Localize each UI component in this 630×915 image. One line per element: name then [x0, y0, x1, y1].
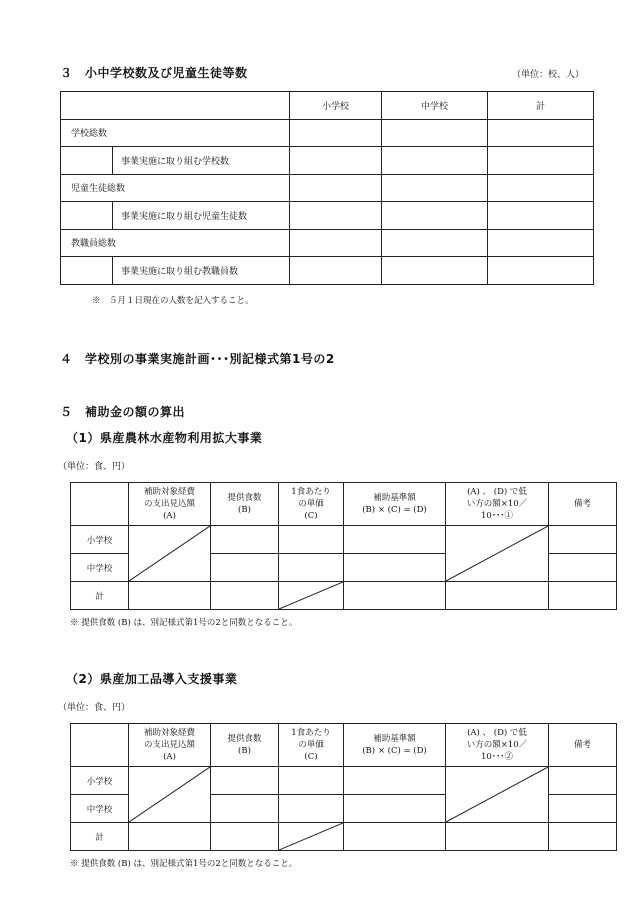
school-count-table	[60, 91, 594, 285]
table-row	[61, 257, 594, 285]
sub2-note: ※ 提供食数 (B) は、別記様式第1号の2と同数となること。	[70, 859, 298, 869]
input-cell[interactable]	[549, 582, 617, 610]
section3-unit: （単位：校、人）	[512, 70, 585, 80]
input-cell[interactable]	[211, 795, 279, 823]
table-header-row	[61, 92, 594, 120]
input-cell[interactable]	[290, 147, 382, 175]
input-cell[interactable]	[382, 174, 488, 202]
corner-cell	[61, 92, 290, 120]
table-header-row	[71, 483, 617, 526]
input-cell[interactable]	[488, 257, 594, 285]
diagonal-line	[279, 823, 343, 850]
col-header-lower-amount: (A) 、 (D) で低 い方の額×10／ 10･･･②	[446, 724, 549, 767]
merged-lower-amount-cell	[446, 767, 549, 823]
col-header-base-amount: 補助基準額 (B) × (C) = (D)	[344, 483, 446, 526]
table-row	[71, 767, 617, 795]
input-cell[interactable]	[129, 823, 211, 851]
input-cell[interactable]	[488, 174, 594, 202]
input-cell[interactable]	[488, 147, 594, 175]
input-cell[interactable]	[488, 202, 594, 230]
input-cell[interactable]	[290, 229, 382, 257]
input-cell[interactable]	[382, 257, 488, 285]
indent-cell	[61, 257, 113, 285]
input-cell[interactable]	[488, 119, 594, 147]
table-row	[61, 119, 594, 147]
input-cell[interactable]	[211, 526, 279, 554]
diagonal-line	[279, 582, 343, 609]
row-label-schools-total: 学校総数	[61, 119, 290, 147]
col-header-total: 計	[488, 92, 594, 120]
row-label-elementary: 小学校	[71, 526, 129, 554]
indent-cell	[61, 202, 113, 230]
table-row	[71, 582, 617, 610]
input-cell[interactable]	[211, 554, 279, 582]
diagonal-line	[446, 526, 548, 581]
sub2-unit: （単位：食、円）	[58, 703, 131, 713]
input-cell[interactable]	[344, 582, 446, 610]
row-label-junior-high: 中学校	[71, 795, 129, 823]
diagonal-line	[129, 767, 210, 822]
row-label-total: 計	[71, 582, 129, 610]
section4-heading: ４ 学校別の事業実施計画･･･別記様式第1号の2	[60, 352, 335, 366]
row-label-total: 計	[71, 823, 129, 851]
col-header-meals: 提供食数 (B)	[211, 483, 279, 526]
input-cell[interactable]	[549, 767, 617, 795]
input-cell[interactable]	[344, 767, 446, 795]
input-cell[interactable]	[211, 582, 279, 610]
input-cell[interactable]	[279, 795, 344, 823]
table-row	[61, 147, 594, 175]
col-header-unit-price: 1食あたり の単価 (C)	[279, 724, 344, 767]
slashed-unit-price-cell	[279, 823, 344, 851]
section3-note: ※ ５月１日現在の人数を記入すること。	[92, 296, 254, 306]
sub1-heading: （1）県産農林水産物利用拡大事業	[66, 431, 263, 445]
input-cell[interactable]	[211, 823, 279, 851]
input-cell[interactable]	[549, 526, 617, 554]
diagonal-line	[129, 526, 210, 581]
col-header-expense: 補助対象経費 の支出見込額 (A)	[129, 483, 211, 526]
input-cell[interactable]	[290, 202, 382, 230]
input-cell[interactable]	[290, 119, 382, 147]
row-label-junior-high: 中学校	[71, 554, 129, 582]
col-header-unit-price: 1食あたり の単価 (C)	[279, 483, 344, 526]
col-header-lower-amount: (A) 、 (D) で低 い方の額×10／ 10･･･①	[446, 483, 549, 526]
col-header-expense: 補助対象経費 の支出見込額 (A)	[129, 724, 211, 767]
slashed-unit-price-cell	[279, 582, 344, 610]
col-header-meals: 提供食数 (B)	[211, 724, 279, 767]
table-row	[61, 229, 594, 257]
input-cell[interactable]	[344, 554, 446, 582]
input-cell[interactable]	[382, 119, 488, 147]
row-label-staff-total: 教職員総数	[61, 229, 290, 257]
row-label-schools-impl: 事業実施に取り組む学校数	[113, 147, 290, 175]
input-cell[interactable]	[549, 554, 617, 582]
table-row	[61, 174, 594, 202]
table-row	[71, 823, 617, 851]
col-header-elementary: 小学校	[290, 92, 382, 120]
diagonal-line	[446, 767, 548, 822]
input-cell[interactable]	[446, 582, 549, 610]
input-cell[interactable]	[549, 795, 617, 823]
section3-heading: ３ 小中学校数及び児童生徒等数	[60, 66, 248, 80]
merged-expense-cell	[129, 767, 211, 823]
input-cell[interactable]	[344, 823, 446, 851]
row-label-students-impl: 事業実施に取り組む児童生徒数	[113, 202, 290, 230]
col-header-remarks: 備考	[549, 483, 617, 526]
input-cell[interactable]	[129, 582, 211, 610]
input-cell[interactable]	[382, 147, 488, 175]
input-cell[interactable]	[279, 554, 344, 582]
corner-cell	[71, 483, 129, 526]
subsidy-table-2	[70, 723, 617, 851]
input-cell[interactable]	[382, 229, 488, 257]
sub1-unit: （単位：食、円）	[58, 462, 131, 472]
input-cell[interactable]	[446, 823, 549, 851]
input-cell[interactable]	[344, 795, 446, 823]
row-label-students-total: 児童生徒総数	[61, 174, 290, 202]
input-cell[interactable]	[549, 823, 617, 851]
row-label-elementary: 小学校	[71, 767, 129, 795]
input-cell[interactable]	[279, 526, 344, 554]
col-header-junior-high: 中学校	[382, 92, 488, 120]
table-row	[71, 526, 617, 554]
input-cell[interactable]	[382, 202, 488, 230]
table-header-row	[71, 724, 617, 767]
sub2-heading: （2）県産加工品導入支援事業	[66, 672, 238, 686]
input-cell[interactable]	[344, 526, 446, 554]
input-cell[interactable]	[290, 257, 382, 285]
sub1-note: ※ 提供食数 (B) は、別記様式第1号の2と同数となること。	[70, 618, 298, 628]
col-header-base-amount: 補助基準額 (B) × (C) = (D)	[344, 724, 446, 767]
corner-cell	[71, 724, 129, 767]
section5-heading: ５ 補助金の額の算出	[60, 405, 186, 419]
input-cell[interactable]	[290, 174, 382, 202]
merged-expense-cell	[129, 526, 211, 582]
input-cell[interactable]	[488, 229, 594, 257]
merged-lower-amount-cell	[446, 526, 549, 582]
row-label-staff-impl: 事業実施に取り組む教職員数	[113, 257, 290, 285]
table-row	[61, 202, 594, 230]
input-cell[interactable]	[211, 767, 279, 795]
indent-cell	[61, 147, 113, 175]
subsidy-table-1	[70, 482, 617, 610]
input-cell[interactable]	[279, 767, 344, 795]
col-header-remarks: 備考	[549, 724, 617, 767]
